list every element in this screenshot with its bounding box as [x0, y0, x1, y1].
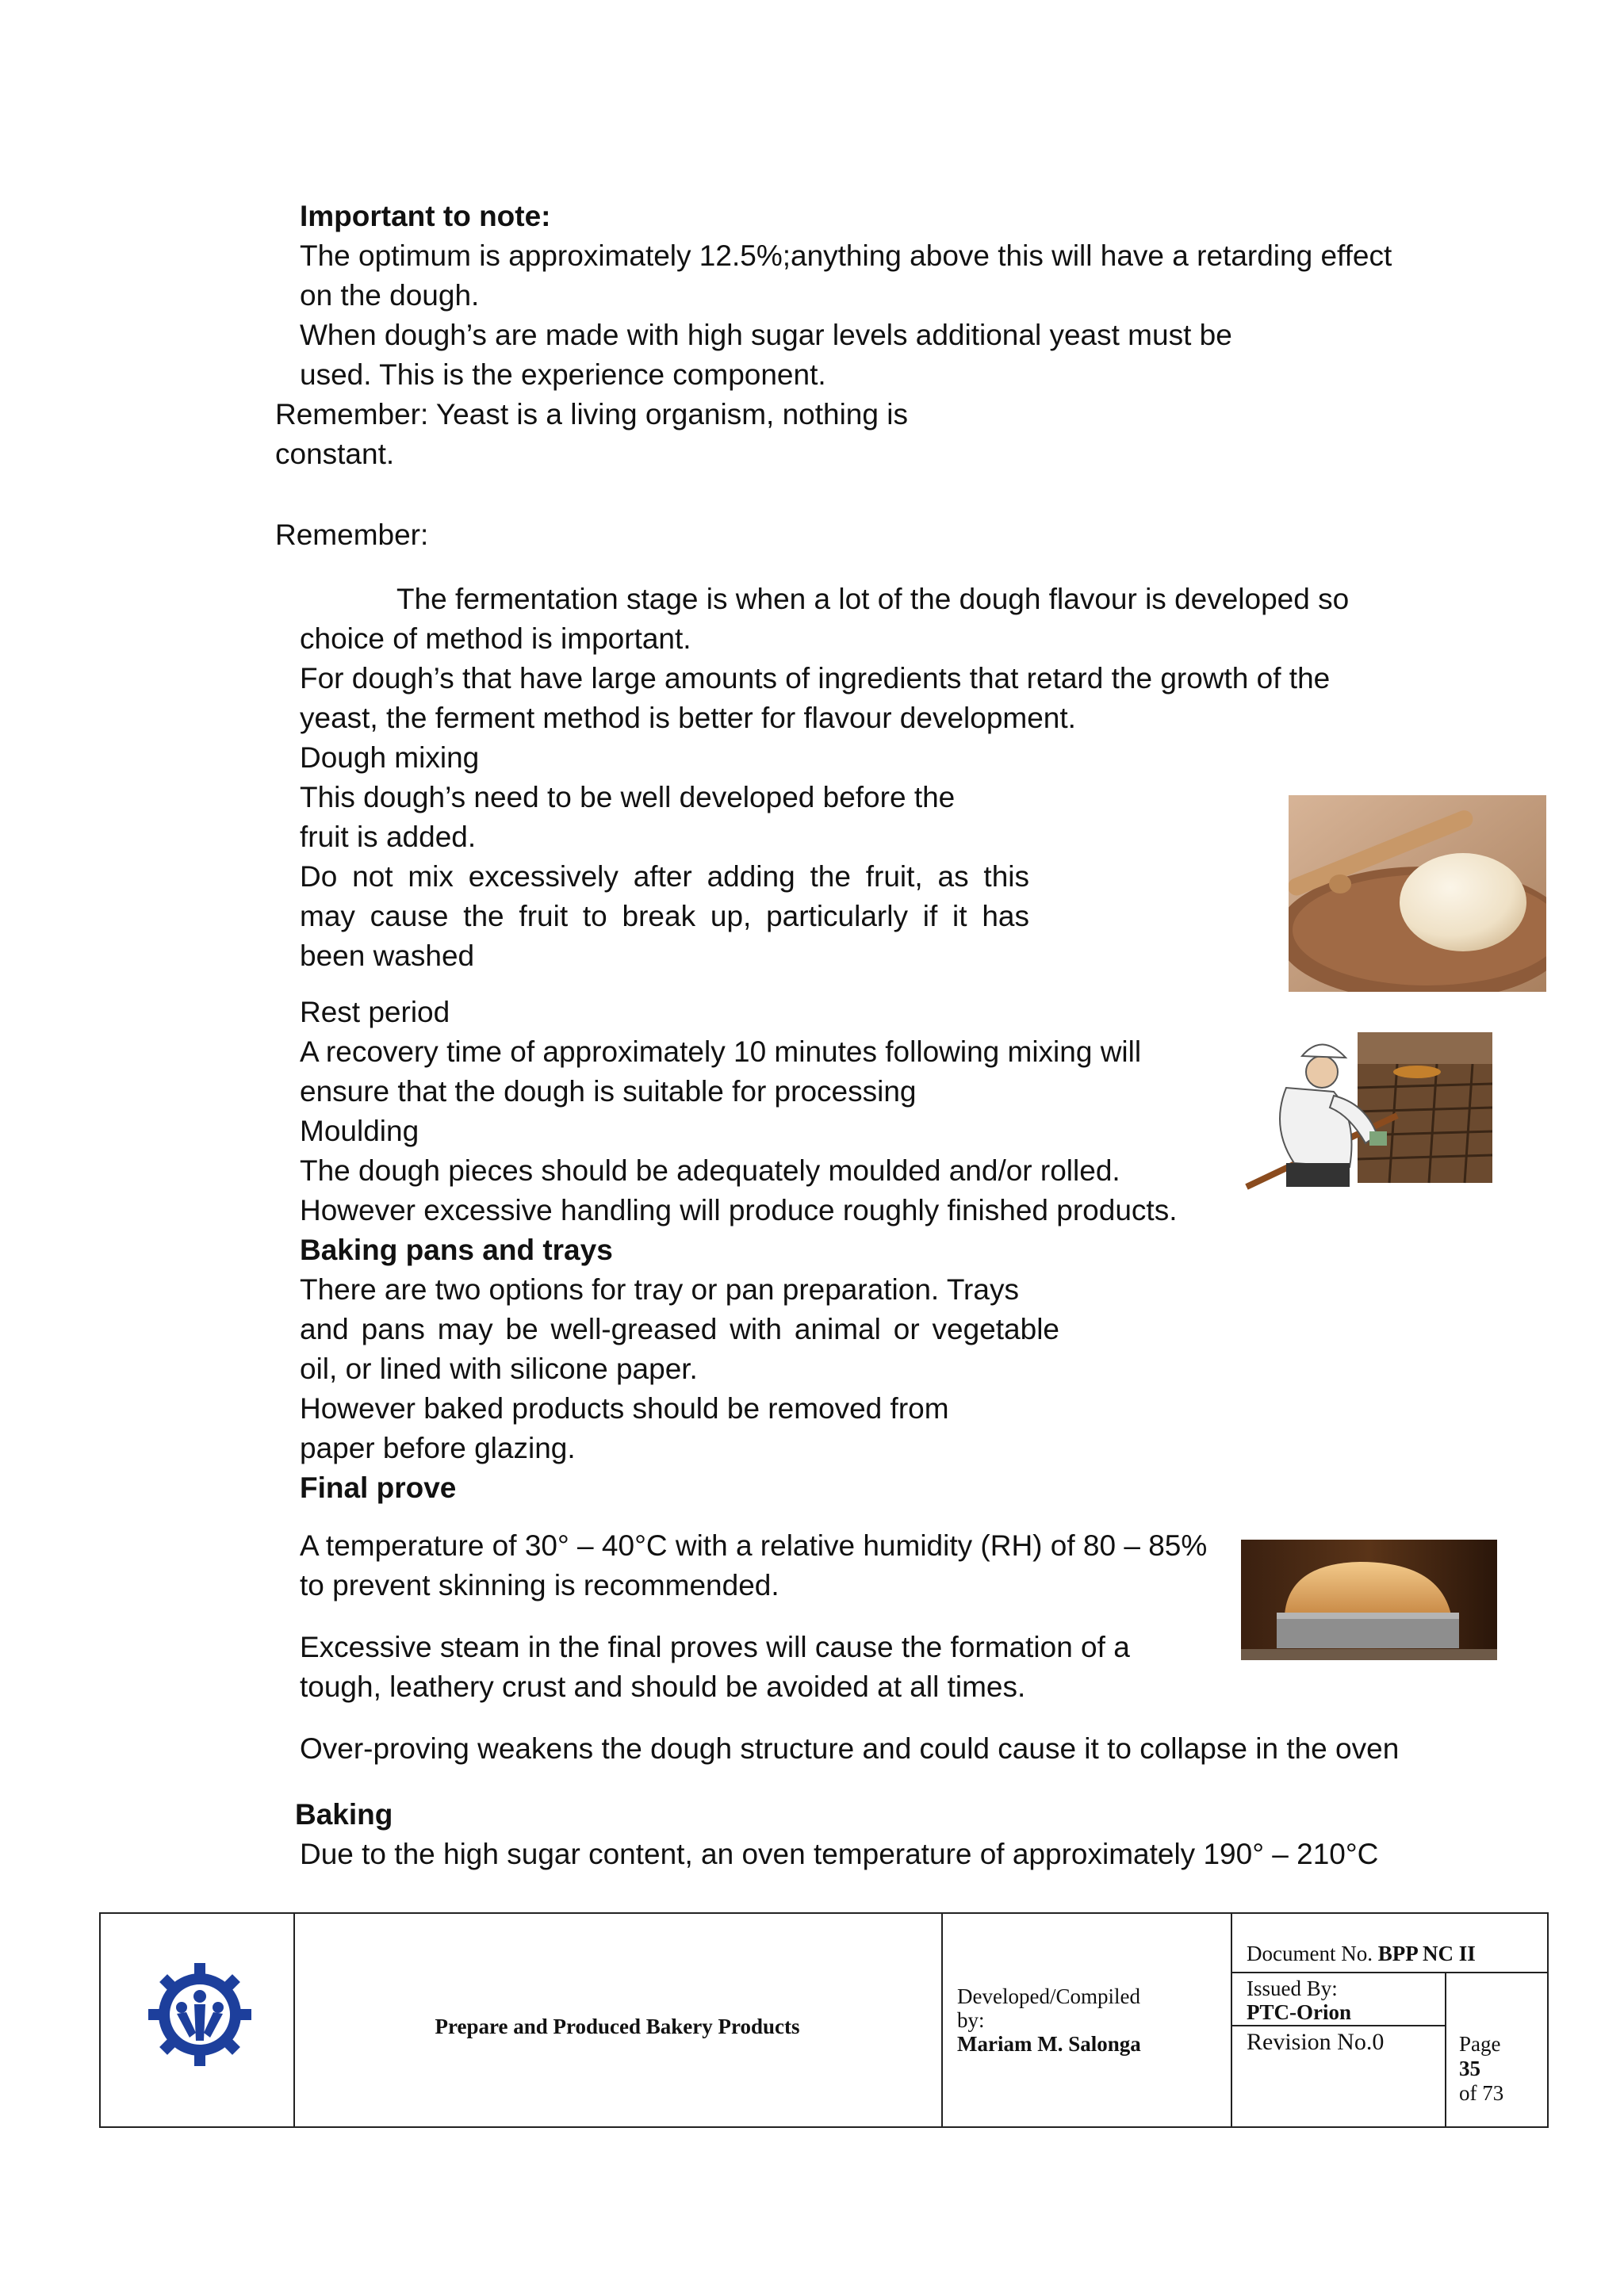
rest-period-line-1: A recovery time of approximately 10 minutes following mixing will	[300, 1035, 1142, 1068]
baker-image	[1239, 1016, 1500, 1191]
important-line-1: The optimum is approximately 12.5%;anything above this will have a retarding effect	[300, 239, 1392, 272]
footer-title: Prepare and Produced Bakery Products	[435, 2015, 800, 2038]
fermentation-line-4: yeast, the ferment method is better for flavour development.	[300, 702, 1076, 734]
moulding-line-1: The dough pieces should be adequately moulded and/or rolled.	[300, 1154, 1120, 1187]
footer-developer: Mariam M. Salonga	[957, 2032, 1141, 2056]
bread-image	[1241, 1540, 1497, 1660]
dough-mixing-line-1: This dough’s need to be well developed before the	[300, 781, 956, 813]
footer-developed-label: Developed/Compiled	[957, 1984, 1140, 2008]
footer-revision: Revision No.0	[1247, 2029, 1385, 2055]
important-line-4: used. This is the experience component.	[300, 358, 826, 391]
important-line-2: on the dough.	[300, 279, 480, 312]
rest-period-line-2: ensure that the dough is suitable for processing	[300, 1075, 917, 1108]
baking-line: Due to the high sugar content, an oven temperature of approximately 190° – 210°C	[300, 1838, 1379, 1870]
final-prove-p3: Over-proving weakens the dough structure and could cause it to collapse in the oven	[300, 1732, 1400, 1765]
footer-developed-by-label: by:	[957, 2008, 985, 2032]
final-prove-p1-line-1: A temperature of 30° – 40°C with a relative humidity (RH) of 80 – 85%	[300, 1529, 1208, 1562]
final-prove-heading: Final prove	[300, 1471, 457, 1504]
final-prove-p2-line-2: tough, leathery crust and should be avoided at all times.	[300, 1670, 1026, 1703]
moulding-line-2: However excessive handling will produce roughly finished products.	[300, 1194, 1178, 1226]
baking-pans-line-4: However baked products should be removed from	[300, 1392, 949, 1425]
dough-mixing-line-4: may cause the fruit to break up, particularly if it has	[300, 900, 1029, 932]
footer-document-number	[1247, 1941, 1476, 1966]
remember-line-1: Remember: Yeast is a living organism, nothing is	[275, 398, 908, 430]
final-prove-p1-line-2: to prevent skinning is recommended.	[300, 1569, 779, 1601]
footer-issuer: PTC-Orion	[1247, 2000, 1351, 2024]
document-footer	[99, 1912, 1549, 2128]
dough-image	[1289, 795, 1546, 992]
footer-page-label: Page	[1459, 2032, 1501, 2056]
baking-heading: Baking	[295, 1798, 393, 1831]
remember-heading: Remember:	[275, 519, 429, 551]
important-line-3: When dough’s are made with high sugar levels additional yeast must be	[300, 319, 1232, 351]
dough-mixing-heading: Dough mixing	[300, 741, 480, 774]
baking-pans-line-3: oil, or lined with silicone paper.	[300, 1353, 698, 1385]
baking-pans-heading: Baking pans and trays	[300, 1234, 613, 1266]
dough-mixing-line-2: fruit is added.	[300, 821, 477, 853]
fermentation-line-2: choice of method is important.	[300, 622, 691, 655]
dough-mixing-line-3: Do not mix excessively after adding the fruit, as this	[300, 860, 1029, 893]
fermentation-line-3: For dough’s that have large amounts of ingredients that retard the growth of the	[300, 662, 1331, 695]
moulding-heading: Moulding	[300, 1115, 419, 1147]
important-heading: Important to note:	[300, 200, 551, 232]
tesda-logo	[148, 1963, 251, 2066]
baking-pans-line-5: paper before glazing.	[300, 1432, 576, 1464]
remember-line-2: constant.	[275, 438, 395, 470]
footer-page-number: 35	[1459, 2057, 1480, 2080]
final-prove-p2-line-1: Excessive steam in the final proves will cause the formation of a	[300, 1631, 1130, 1663]
baking-pans-line-2: and pans may be well-greased with animal or vegetable	[300, 1313, 1059, 1345]
dough-mixing-line-5: been washed	[300, 939, 475, 972]
footer-issued-label: Issued By:	[1247, 1976, 1338, 2000]
footer-document-label: Document No.	[1247, 1942, 1373, 1965]
footer-page-of: of 73	[1459, 2081, 1504, 2105]
fermentation-line-1: The fermentation stage is when a lot of the dough flavour is developed so	[396, 583, 1350, 615]
rest-period-heading: Rest period	[300, 996, 450, 1028]
baking-pans-line-1: There are two options for tray or pan preparation. Trays	[300, 1273, 1019, 1306]
footer-document-value: BPP NC II	[1377, 1942, 1476, 1965]
